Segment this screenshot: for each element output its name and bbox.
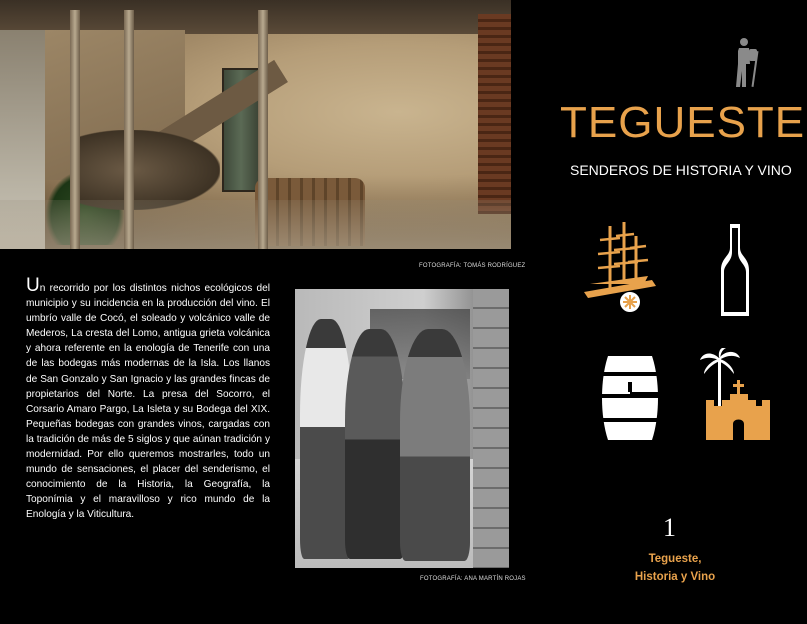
wine-bottle-icon <box>718 222 752 320</box>
wine-barrel-icon <box>600 352 660 444</box>
ship-cart-icon <box>580 218 660 318</box>
photo-man <box>345 329 405 559</box>
photo-pillar <box>70 10 80 249</box>
issue-title <box>610 550 740 586</box>
issue-title-line1: Tegueste, <box>648 553 702 565</box>
bw-photo-three-men <box>295 289 509 568</box>
photo-shutter <box>478 14 511 214</box>
hiker-icon <box>729 37 763 89</box>
issue-title-line2: Historia y Vino <box>634 571 716 583</box>
intro-text: n recorrido por los distintos nichos ecológicos del municipio y su incidencia en la producción del vino. El umbrío valle de Cocó, el soleado y volcánico valle de Mederos, La cresta del Lomo, antigua grieta volcánica y ahora referente en la enología de Tenerife con una de las bodegas más modernas de la Isla. Los llanos de San Gonzalo y San Ignacio y las grandes fincas de propietarios del Norte. La presa del Socorro, el Corsario Amaro Pargo, La Isleta y su Bodega del XIX. Pequeñas bodegas con grandes vinos, cargadas con la tradición de más de 5 siglos y que aúnan tradición y modernidad. Por ello queremos mostrarles, todo un mundo de sensaciones, el placer del senderismo, el conocimiento de la Historia, la Geografía, la Toponímia y el maravilloso y rico mundo de la Enología y la Viticultura. <box>26 283 270 521</box>
photo-credit-bottom: FOTOGRAFÍA: ANA MARTÍN ROJAS <box>420 576 526 582</box>
top-photo-courtyard <box>0 0 511 249</box>
issue-number: 1 <box>663 513 676 542</box>
cover-title: TEGUESTE <box>560 98 806 147</box>
drop-cap: U <box>26 275 40 296</box>
cover-subtitle: SENDEROS DE HISTORIA Y VINO <box>570 162 792 178</box>
intro-paragraph <box>26 275 270 523</box>
photo-pillar <box>258 10 268 249</box>
photo-firewood <box>70 130 220 210</box>
photo-pillar <box>124 10 134 249</box>
photo-stone-wall <box>473 289 509 568</box>
photo-credit-top: FOTOGRAFÍA: TOMÁS RODRÍGUEZ <box>419 263 526 269</box>
photo-man <box>400 329 470 561</box>
palm-church-icon <box>700 348 772 444</box>
